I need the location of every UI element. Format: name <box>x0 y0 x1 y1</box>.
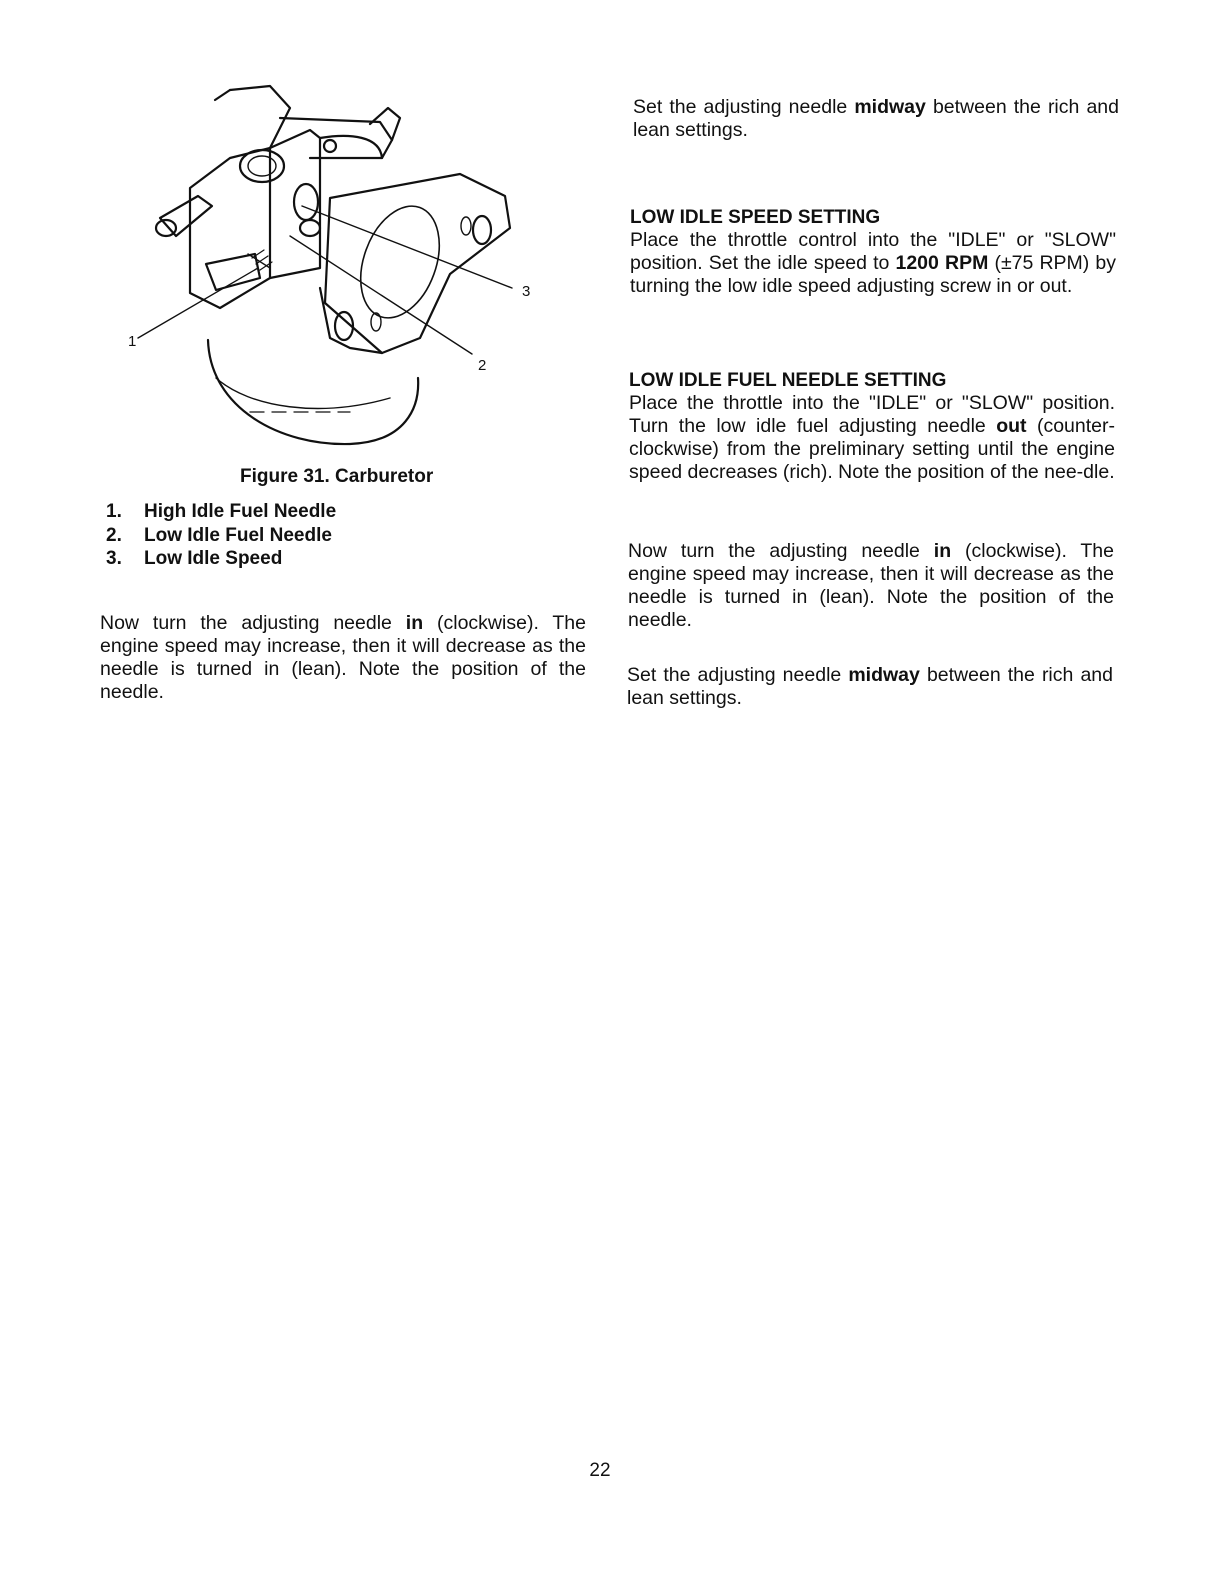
part-label: High Idle Fuel Needle <box>144 501 337 522</box>
emphasis: out <box>996 415 1027 437</box>
text: Place the throttle into the "IDLE" or "SLOW" position. Turn the low idle fuel adjusting needle <box>629 392 1115 437</box>
list-item <box>106 547 336 571</box>
part-label: Low Idle Fuel Needle <box>144 524 332 546</box>
page-number: 22 <box>589 1460 611 1481</box>
carburetor-illustration <box>120 78 540 458</box>
emphasis: midway <box>854 96 926 118</box>
part-number: 1. <box>106 501 122 522</box>
callout-2: 2 <box>478 357 487 374</box>
section-low-idle-fuel-needle <box>629 369 1115 484</box>
section-heading: LOW IDLE FUEL NEEDLE SETTING <box>629 370 947 391</box>
text: between the rich and lean settings. <box>627 664 1113 709</box>
figure-caption: Figure 31. Carburetor <box>240 466 434 487</box>
right-paragraph-midway-2 <box>627 664 1113 710</box>
text: Set the adjusting needle <box>633 96 855 118</box>
part-number: 3. <box>106 548 122 569</box>
text: (clockwise). The engine speed may increase, then it will decrease as the needle is turned in (lean). Note the position of the needle. <box>100 612 586 703</box>
text: Now turn the adjusting needle <box>628 540 934 562</box>
part-label: Low Idle Speed <box>144 548 283 569</box>
text: between the rich and lean settings. <box>633 96 1119 141</box>
list-item <box>106 524 336 548</box>
text: Place the throttle control into the "IDLE" or "SLOW" position. Set the idle speed to <box>630 229 1116 274</box>
right-paragraph-needle-in <box>628 540 1114 632</box>
emphasis: in <box>933 540 952 562</box>
list-item <box>106 500 336 524</box>
part-number: 2. <box>106 524 122 546</box>
text: (clockwise). The engine speed may increase, then it will decrease as the needle is turned in (lean). Note the position of the needle. <box>628 540 1114 631</box>
emphasis: midway <box>848 664 920 686</box>
section-low-idle-speed <box>630 206 1116 298</box>
callout-1: 1 <box>128 333 137 350</box>
emphasis: in <box>405 612 424 634</box>
parts-list <box>106 500 336 571</box>
text: (counter-clockwise) from the preliminary setting until the engine speed decreases (rich). Note the position of the nee-dle. <box>629 415 1115 483</box>
text: (±75 RPM) by turning the low idle speed adjusting screw in or out. <box>630 252 1116 297</box>
callout-3: 3 <box>522 283 531 300</box>
emphasis: 1200 RPM <box>895 252 989 274</box>
section-heading: LOW IDLE SPEED SETTING <box>630 207 881 228</box>
right-paragraph-midway-1 <box>633 96 1119 142</box>
text: Now turn the adjusting needle <box>100 612 406 634</box>
left-paragraph-needle-in <box>100 612 586 704</box>
text: Set the adjusting needle <box>627 664 849 686</box>
